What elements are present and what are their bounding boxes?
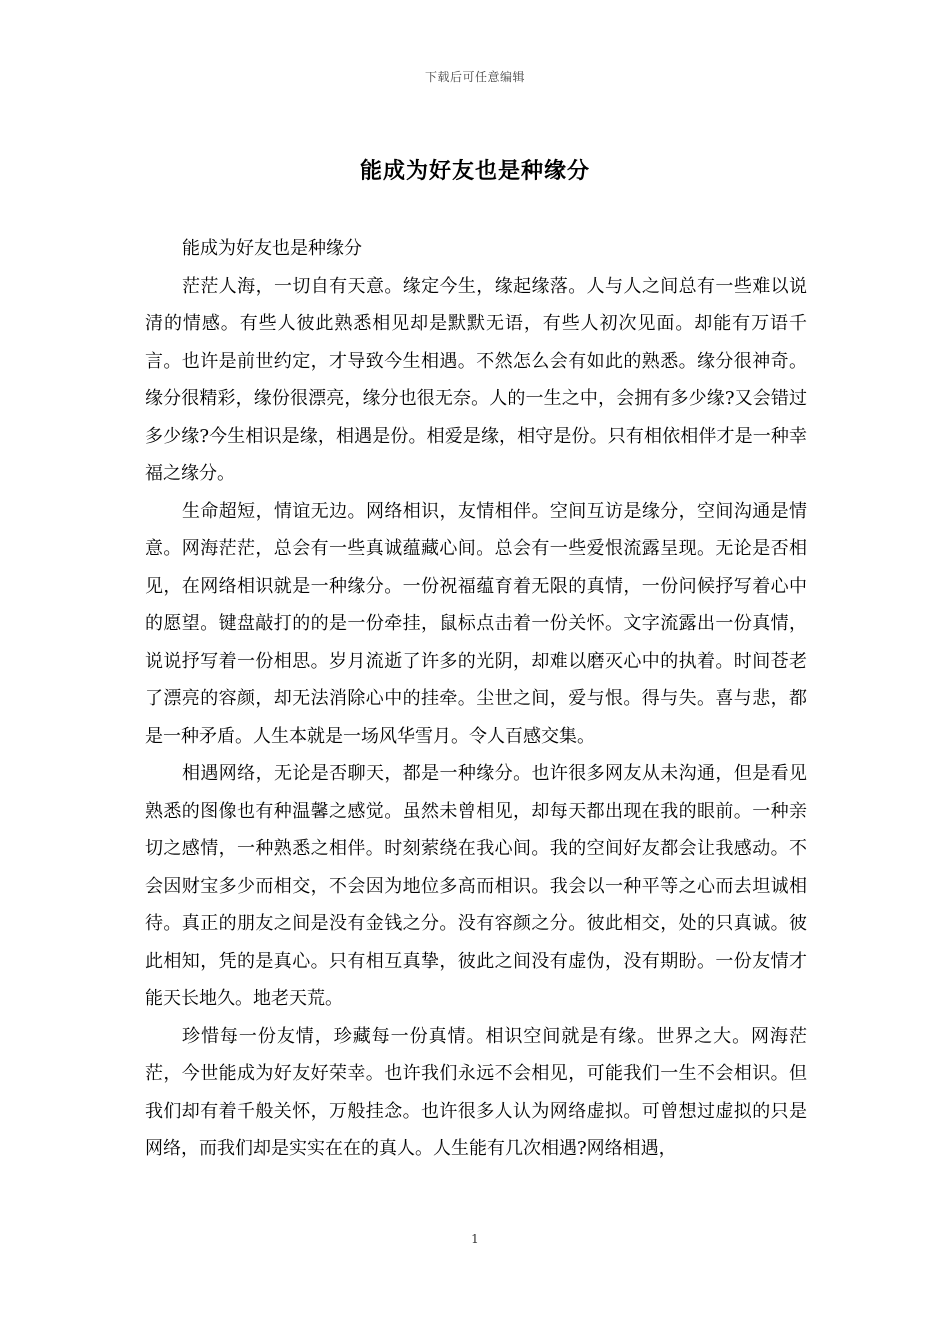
page-number: 1 [471, 1232, 479, 1246]
document-title: 能成为好友也是种缘分 [359, 158, 590, 184]
paragraph: 生命超短，情谊无边。网络相识，友情相伴。空间互访是缘分，空间沟通是情意。网海茫茫，总会有一些真诚蕴藏心间。总会有一些爱恨流露呈现。无论是否相见，在网络相识就是一种缘分。一份祝福蕴育着无限的真情，一份问候抒写着心中的愿望。键盘敲打的的是一份牵挂，鼠标点击着一份关怀。文字流露出一份真情，说说抒写着一份相思。岁月流逝了许多的光阴，却难以磨灭心中的执着。时间苍老了漂亮的容颜，却无法消除心中的挂牵。尘世之间，爱与恨。得与失。喜与悲，都是一种矛盾。人生本就是一场风华雪月。令人百感交集。 [145, 500, 807, 747]
paragraph: 珍惜每一份友情，珍藏每一份真情。相识空间就是有缘。世界之大。网海茫茫，今世能成为好友好荣幸。也许我们永远不会相见，可能我们一生不会相识。但我们却有着千般关怀，万般挂念。也许很多人认为网络虚拟。可曾想过虚拟的只是网络，而我们却是实实在在的真人。人生能有几次相遇?网络相遇， [145, 1025, 807, 1159]
header-note: 下载后可任意编辑 [424, 70, 525, 84]
paragraph: 茫茫人海，一切自有天意。缘定今生，缘起缘落。人与人之间总有一些难以说清的情感。有些人彼此熟悉相见却是默默无语，有些人初次见面。却能有万语千言。也许是前世约定，才导致今生相遇。不然怎么会有如此的熟悉。缘分很神奇。缘分很精彩，缘份很漂亮，缘分也很无奈。人的一生之中，会拥有多少缘?又会错过多少缘?今生相识是缘，相遇是份。相爱是缘，相守是份。只有相依相伴才是一种幸福之缘分。 [145, 275, 807, 484]
document-body [145, 230, 807, 1168]
paragraph-subtitle: 能成为好友也是种缘分 [182, 238, 362, 259]
paragraph: 相遇网络，无论是否聊天，都是一种缘分。也许很多网友从未沟通，但是看见熟悉的图像也有种温馨之感觉。虽然未曾相见，却每天都出现在我的眼前。一种亲切之感情，一种熟悉之相伴。时刻萦绕在我心间。我的空间好友都会让我感动。不会因财宝多少而相交，不会因为地位多高而相识。我会以一种平等之心而去坦诚相待。真正的朋友之间是没有金钱之分。没有容颜之分。彼此相交，处的只真诚。彼此相知，凭的是真心。只有相互真挚，彼此之间没有虚伪，没有期盼。一份友情才能天长地久。地老天荒。 [145, 763, 807, 1009]
